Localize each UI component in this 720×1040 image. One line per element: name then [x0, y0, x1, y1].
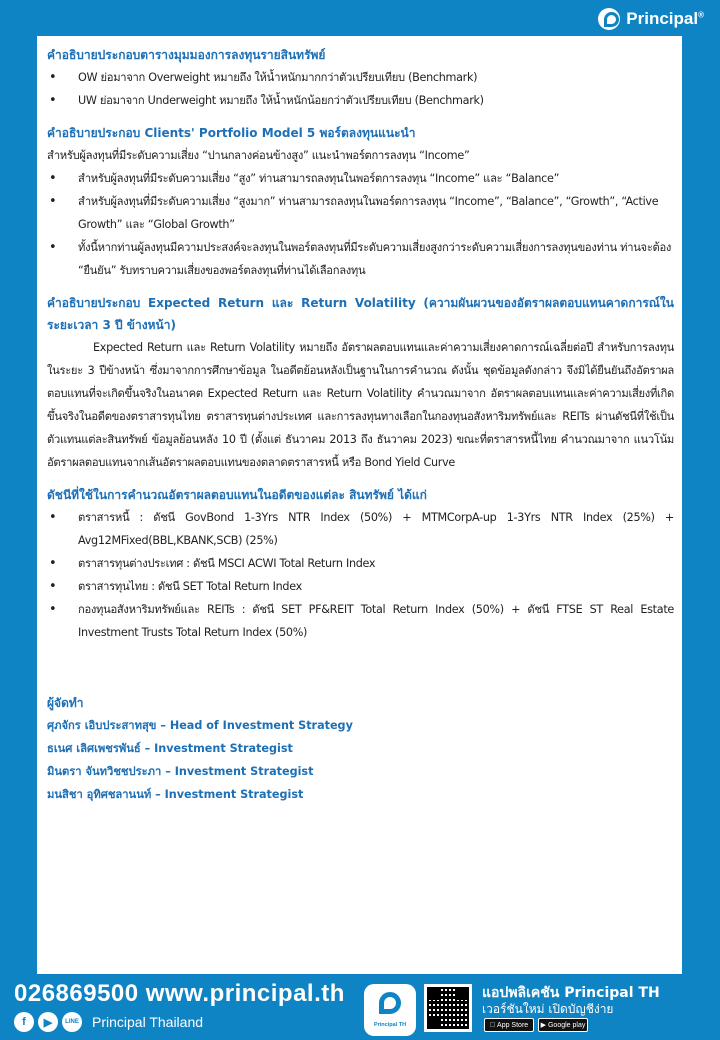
bullet-list-asset-view: [47, 66, 674, 112]
bullet-list-indices: [47, 506, 674, 644]
app-title: แอปพลิเคชัน Principal TH: [482, 985, 660, 1001]
expected-return-body: Expected Return และ Return Volatility หมายถึง อัตราผลตอบแทนและค่าความเสี่ยงคาดการณ์เฉลี่ยต่อปี สำหรับการลงทุนในระยะ 3 ปีข้างหน้า ซึ่งมาจากการศึกษาข้อมูล ในอดีตย้อนหลังเป็นฐานในการคำนวณ ดังนั้น ชุดข้อมูลดังกล่าว จึงมิได้ยืนยันถึงอัตราผลตอบแทนที่จะเกิดขึ้นจริงในอนาคต Expected Return และ Return Volatility คำนวณมาจาก อัตราผลตอบแทนและค่าความเสี่ยงที่เกิดขึ้นจริงในอดีตของตราสารทุนไทย ตราสารทุนต่างประเทศ และการลงทุนทางเลือกในกองทุนอสังหาริมทรัพย์และ REITs ผ่านดัชนีที่ใช้เป็นตัวแทนแต่ละสินทรัพย์ ข้อมูลย้อนหลัง 10 ปี (ตั้งแต่ ธันวาคม 2013 ถึง ธันวาคม 2023) ขณะที่ตราสารหนี้ไทย คำนวณมาจาก แนวโน้มอัตราผลตอบแทนจากเส้นอัตราผลตอบแทนของตลาดตราสารหนี้ หรือ Bond Yield Curve: [47, 341, 674, 469]
list-item: • ตราสารทุนต่างประเทศ : ดัชนี MSCI ACWI Total Return Index: [47, 552, 674, 575]
app-icon[interactable]: [364, 984, 416, 1036]
list-item: • สำหรับผู้ลงทุนที่มีระดับความเสี่ยง “สูงมาก” ท่านสามารถลงทุนในพอร์ตการลงทุน “Income”, “Balance”, “Growth”, “Active Growth” และ “Global Growth”: [47, 190, 674, 236]
youtube-icon[interactable]: ▶: [38, 1012, 58, 1032]
author-line: มนสิชา อุทิศชลานนท์ – Investment Strategist: [47, 788, 304, 801]
social-links: [14, 1012, 203, 1032]
list-item: • ตราสารหนี้ : ดัชนี GovBond 1-3Yrs NTR Index (50%) + MTMCorpA-up 1-3Yrs NTR Index (25%) + Avg12MFixed(BBL,KBANK,SCB) (25%): [47, 506, 674, 552]
portfolio-intro: สำหรับผู้ลงทุนที่มีระดับความเสี่ยง “ปานกลางค่อนข้างสูง” แนะนำพอร์ตการลงทุน “Income”: [47, 149, 470, 162]
apple-icon: [490, 1022, 495, 1029]
author-line: ธเนศ เลิศเพชรพันธ์ – Investment Strategist: [47, 742, 293, 755]
list-item: • ตราสารทุนไทย : ดัชนี SET Total Return Index: [47, 575, 674, 598]
contact-line[interactable]: 026869500 www.principal.th: [14, 980, 345, 1007]
section-heading-indices: ดัชนีที่ใช้ในการคำนวณอัตราผลตอบแทนในอดีตของแต่ละ สินทรัพย์ ได้แก่: [47, 488, 427, 502]
list-item: • ทั้งนี้หากท่านผู้ลงทุนมีความประสงค์จะลงทุนในพอร์ตลงทุนที่มีระดับความเสี่ยงสูงกว่าระดับความเสี่ยงการลงทุนของท่าน ท่านจะต้อง “ยืนยัน” รับทราบความเสี่ยงของพอร์ตลงทุนที่ท่านได้เลือกลงทุน: [47, 236, 674, 282]
list-item: • กองทุนอสังหาริมทรัพย์และ REITs : ดัชนี SET PF&REIT Total Return Index (50%) + ดัชนี FTSE ST Real Estate Investment Trusts Total Return Index (50%): [47, 598, 674, 644]
app-store-button[interactable]: App Store: [484, 1018, 534, 1032]
facebook-icon[interactable]: f: [14, 1012, 34, 1032]
app-icon-caption: Principal TH: [373, 1022, 407, 1028]
list-item: • UW ย่อมาจาก Underweight หมายถึง ให้น้ำหนักน้อยกว่าตัวเปรียบเทียบ (Benchmark): [47, 89, 674, 112]
brand-logo: [598, 8, 704, 30]
line-icon[interactable]: LINE: [62, 1012, 82, 1032]
section-heading-asset-view: คำอธิบายประกอบตารางมุมมองการลงทุนรายสินทรัพย์: [47, 48, 326, 62]
google-play-button[interactable]: ▶ Google play: [538, 1018, 588, 1032]
bullet-list-portfolio: [47, 167, 674, 282]
footer-banner: [0, 974, 720, 1040]
list-item: • OW ย่อมาจาก Overweight หมายถึง ให้น้ำหนักมากกว่าตัวเปรียบเทียบ (Benchmark): [47, 66, 674, 89]
play-icon: ▶: [540, 1022, 547, 1029]
content-panel: [37, 36, 682, 974]
authors-heading: ผู้จัดทำ: [47, 696, 84, 710]
author-line: มินตรา จันทวิชชประภา – Investment Strategist: [47, 765, 314, 778]
section-heading-expected-return: คำอธิบายประกอบ Expected Return และ Return Volatility (ความผันผวนของอัตราผลตอบแทนคาดการณ์ในระยะเวลา 3 ปี ข้างหน้า): [47, 296, 674, 332]
app-subtitle: เวอร์ชันใหม่ เปิดบัญชีง่าย: [482, 1002, 614, 1016]
qr-code-icon: [427, 987, 469, 1029]
qr-code: [424, 984, 472, 1032]
principal-logo-icon: [598, 8, 620, 30]
social-label: Principal Thailand: [92, 1014, 204, 1030]
list-item: • สำหรับผู้ลงทุนที่มีระดับความเสี่ยง “สูง” ท่านสามารถลงทุนในพอร์ตการลงทุน “Income” และ “Balance”: [47, 167, 674, 190]
author-line: ศุภจักร เอิบประสาทสุข – Head of Investment Strategy: [47, 719, 353, 732]
section-heading-portfolio-model: คำอธิบายประกอบ Clients' Portfolio Model 5 พอร์ตลงทุนแนะนำ: [47, 126, 416, 140]
principal-logo-icon: [379, 992, 401, 1014]
brand-name: Principal®: [626, 9, 704, 28]
